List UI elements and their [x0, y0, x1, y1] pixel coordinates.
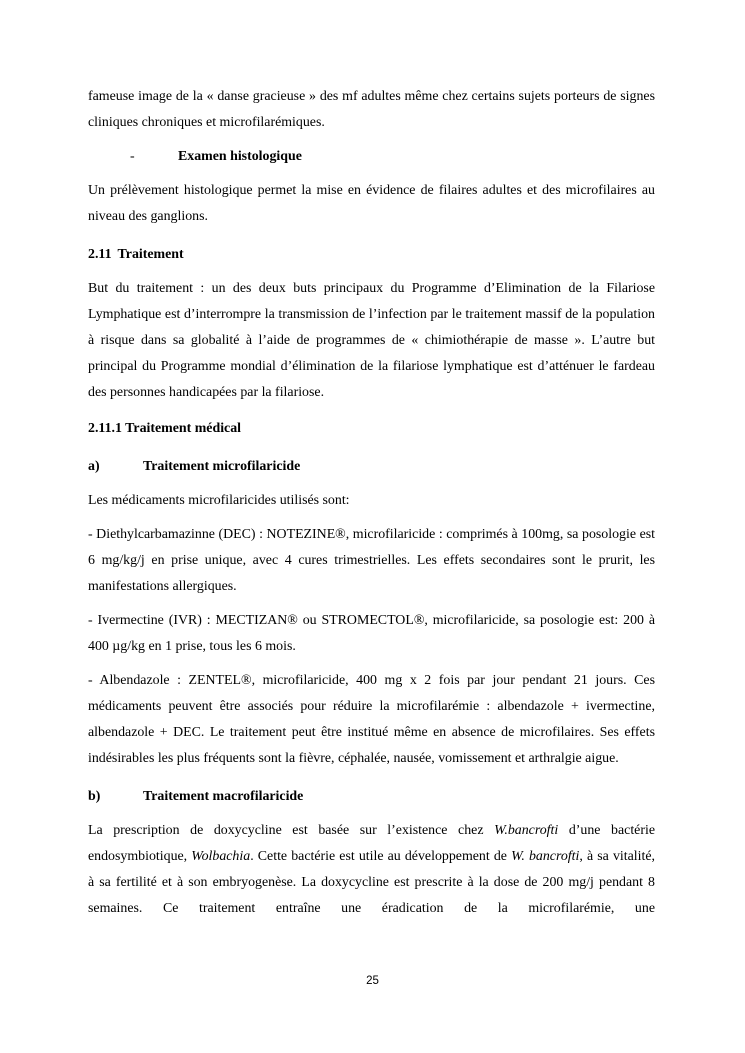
paragraph-dec: - Diethylcarbamazinne (DEC) : NOTEZINE®, microfilaricide : comprimés à 100mg, sa posologie est 6 mg/kg/j en prise unique, avec 4 cures trimestrielles. Les effets secondaires sont le prurit, les manifestations allergiques.	[88, 527, 655, 594]
heading-title: Examen histologique	[178, 149, 302, 164]
text-run: . Cette bactérie est utile au développement de	[250, 849, 512, 864]
subheading-a	[88, 454, 655, 480]
page-number: 25	[366, 975, 379, 987]
subheading-b-number: b)	[88, 789, 101, 804]
paragraph-doxycycline	[88, 818, 655, 922]
paragraph-intro: fameuse image de la « danse gracieuse » des mf adultes même chez certains sujets porteurs de signes cliniques chroniques et microfilarémiques.	[88, 89, 655, 130]
paragraph-ivermectine: - Ivermectine (IVR) : MECTIZAN® ou STROMECTOL®, microfilaricide, sa posologie est: 200 à 400 µg/kg en 1 prise, tous les 6 mois.	[88, 613, 655, 654]
section-title: Traitement	[117, 247, 184, 262]
paragraph-but-traitement: But du traitement : un des deux buts principaux du Programme d’Elimination de la Filariose Lymphatique est d’interrompre la transmission de l’infection par le traitement massif de la population à risque dans sa globalité à l’aide de programmes de « chimiothérapie de masse ». L’autre but principal du Programme mondial d’élimination de la filariose lymphatique est d’atténuer le fardeau des personnes handicapées par la filariose.	[88, 281, 655, 400]
text-run: , à sa vitalité, à sa fertilité et à son embryogenèse. La doxycycline est prescrite à la dose de 200 mg/j pendant 8 semaines. Ce traitement entraîne une éradication de la microfilarémie, une	[88, 849, 655, 916]
italic-species: W. bancrofti	[511, 849, 580, 864]
section-heading-2-11	[88, 242, 655, 268]
text-run: La prescription de doxycycline est basée sur l’existence chez	[88, 823, 495, 838]
subheading-b	[88, 784, 655, 810]
paragraph-histologique: Un prélèvement histologique permet la mise en évidence de filaires adultes et des microfilaires au niveau des ganglions.	[88, 183, 655, 224]
subheading-b-title: Traitement macrofilaricide	[143, 789, 304, 804]
italic-bacteria: Wolbachia	[191, 849, 251, 864]
text-run: d’une bactérie endosymbiotique,	[88, 823, 656, 864]
italic-species: W.bancrofti	[494, 823, 559, 838]
subheading-a-title: Traitement microfilaricide	[143, 459, 301, 474]
paragraph-medicaments: Les médicaments microfilaricides utilisés sont:	[88, 493, 350, 508]
subheading-a-number: a)	[88, 459, 100, 474]
heading-examen-histologique	[88, 144, 655, 170]
heading-dash: -	[130, 149, 135, 164]
document-page	[88, 84, 655, 922]
section-heading-2-11-1: 2.11.1 Traitement médical	[88, 421, 242, 436]
paragraph-albendazole: - Albendazole : ZENTEL®, microfilaricide, 400 mg x 2 fois par jour pendant 21 jours. Ces médicaments peuvent être associés pour réduire la microfilarémie : albendazole + ivermectine, albendazole + DEC. Le traitement peut être institué même en absence de microfilaires. Ses effets indésirables les plus fréquents sont la fièvre, céphalée, nausée, vomissement et arthralgie aigue.	[88, 673, 655, 766]
section-number: 2.11	[88, 247, 112, 262]
